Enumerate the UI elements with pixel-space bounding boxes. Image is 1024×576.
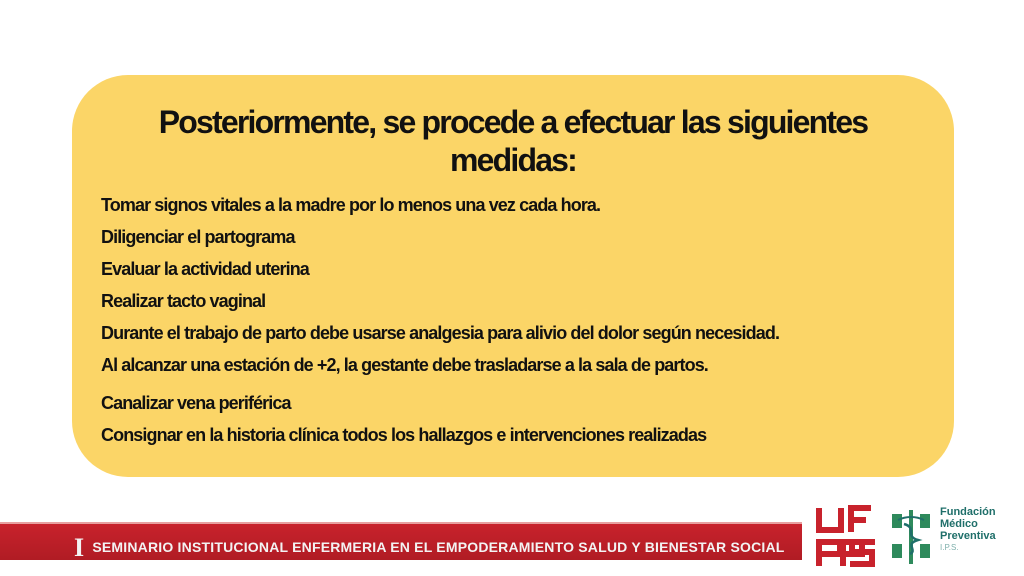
- measures-list: [101, 189, 779, 451]
- ufps-logo: [814, 504, 880, 570]
- list-item: Canalizar vena periférica: [101, 393, 291, 413]
- list-item: Diligenciar el partograma: [101, 227, 295, 247]
- fmp-line-4: I.P.S.: [940, 543, 959, 552]
- banner-text: [74, 529, 785, 562]
- list-item: Durante el trabajo de parto debe usarse analgesia para alivio del dolor según necesidad.: [101, 323, 780, 343]
- list-item: Tomar signos vitales a la madre por lo menos una vez cada hora.: [101, 195, 601, 215]
- fmp-logo-text: [940, 506, 996, 554]
- fmp-line-3: Preventiva: [940, 530, 996, 542]
- banner-roman-numeral: I: [74, 533, 85, 562]
- fmp-line-1: Fundación: [940, 506, 996, 518]
- slide-title: Posteriormente, se procede a efectuar las siguientes medidas:: [158, 104, 868, 178]
- list-item: Consignar en la historia clínica todos los hallazgos e intervenciones realizadas: [101, 425, 707, 445]
- content-card: [72, 75, 954, 477]
- list-item: Realizar tacto vaginal: [101, 291, 266, 311]
- seminar-banner: [0, 522, 802, 560]
- list-item: Evaluar la actividad uterina: [101, 259, 309, 279]
- banner-title: SEMINARIO INSTITUCIONAL ENFERMERIA EN EL EMPODERAMIENTO SALUD Y BIENESTAR SOCIAL: [92, 539, 785, 555]
- fundacion-medico-preventiva-logo: [886, 504, 1018, 572]
- caduceus-icon: [886, 504, 936, 568]
- list-item: Al alcanzar una estación de +2, la gestante debe trasladarse a la sala de partos.: [101, 355, 708, 375]
- fmp-line-2: Médico: [940, 518, 978, 530]
